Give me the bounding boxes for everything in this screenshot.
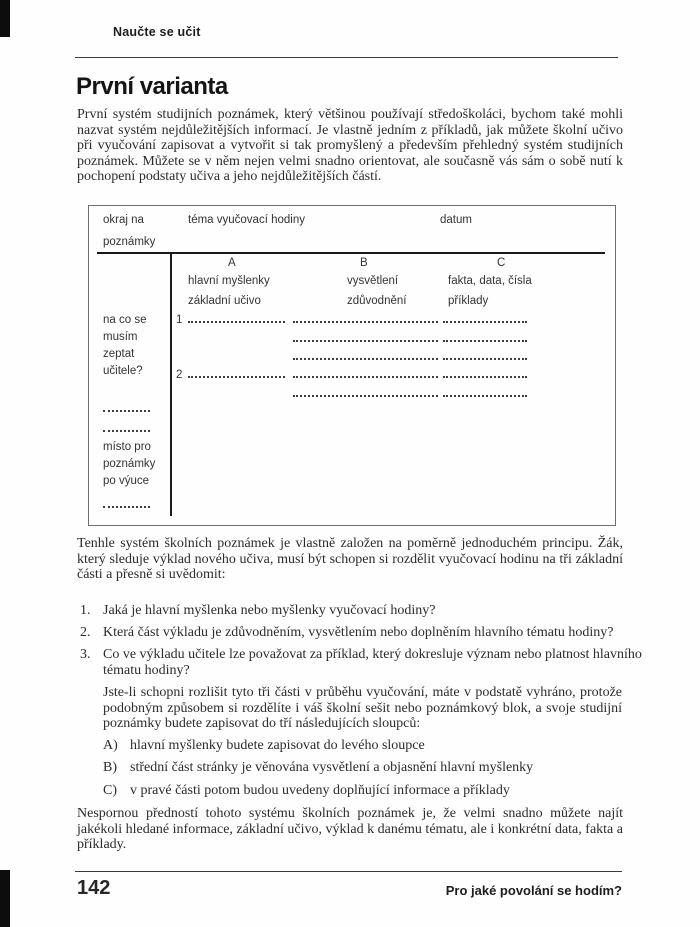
column-rule-text: hlavní myšlenky budete zapisovat do levého sloupce — [130, 738, 425, 753]
column-a-subtitle: základní učivo — [188, 295, 261, 307]
scan-edge-bar-bottom — [0, 870, 10, 927]
column-rule-letter: A) — [103, 738, 118, 753]
column-rule-item — [103, 783, 630, 799]
margin-note: poznámky — [103, 458, 156, 470]
column-b-letter: B — [360, 257, 368, 269]
margin-column-label-line2: poznámky — [103, 236, 156, 248]
dotted-fill-line — [188, 366, 285, 378]
column-rule-text: střední část stránky je věnována vysvětlení a objasnění hlavní myšlenky — [130, 760, 534, 775]
column-rule-letter: B) — [103, 760, 117, 775]
margin-note: na co se — [103, 314, 147, 326]
question-text: Která část výkladu je zdůvodněním, vysvětlením nebo doplněním hlavního tématu hodiny? — [103, 625, 614, 640]
column-rule-item — [103, 760, 630, 776]
margin-note: místo pro — [103, 441, 151, 453]
three-parts-paragraph: Jste-li schopni rozlišit tyto tři části v průběhu vyučování, máte v podstatě vyhráno, protože podobným způsobem si rozdělíte i váš školní sešit nebo poznámkový blok, a svoje studijní poznámky budete zapisovat do tří následujících sloupců: — [103, 685, 622, 732]
dotted-fill-line — [443, 311, 527, 323]
scan-edge-bar-top — [0, 0, 10, 37]
column-rule-letter: C) — [103, 783, 117, 798]
page-number: 142 — [77, 877, 111, 899]
dotted-fill-line — [443, 348, 527, 360]
column-b-title: vysvětlení — [347, 275, 399, 287]
dotted-fill-line — [443, 366, 527, 378]
footer-divider — [75, 871, 622, 872]
column-c-title: fakta, data, čísla — [448, 275, 532, 287]
margin-note: učitele? — [103, 365, 143, 377]
footer-section-title: Pro jaké povolání se hodím? — [445, 883, 622, 898]
margin-note: po výuce — [103, 475, 150, 487]
question-number: 1. — [80, 603, 91, 618]
notes-worksheet-box — [88, 205, 616, 526]
margin-column-label-line1: okraj na — [103, 214, 144, 226]
column-b-subtitle: zdůvodnění — [347, 295, 407, 307]
column-rule-item — [103, 738, 630, 754]
dotted-fill-line — [188, 311, 285, 323]
dotted-fill-line — [293, 311, 438, 323]
question-number: 2. — [80, 625, 91, 640]
running-header: Naučte se učit — [113, 25, 201, 39]
dotted-fill-line — [443, 385, 527, 397]
advantage-paragraph: Nespornou předností tohoto systému školních poznámek je, že velmi snadno můžete najít jakékoli hledané informace, základní učivo, výklad k danému tématu, ale i konkrétní data, fakta a příklady. — [77, 806, 623, 853]
header-divider — [75, 57, 618, 58]
date-label: datum — [440, 214, 472, 226]
row-2-number: 2 — [176, 369, 183, 381]
dotted-fill-line — [103, 400, 150, 412]
topic-label: téma vyučovací hodiny — [188, 214, 305, 226]
margin-note: zeptat — [103, 348, 135, 360]
principle-paragraph: Tenhle systém školních poznámek je vlastně založen na poměrně jednoduchém principu. Žák, který sleduje výklad nového učiva, musí být schopen si rozdělit vyučovací hodinu na tři základní části a přesně si uvědomit: — [77, 536, 623, 583]
dotted-fill-line — [293, 330, 438, 342]
dotted-fill-line — [293, 385, 438, 397]
dotted-fill-line — [103, 420, 150, 432]
question-item — [80, 625, 645, 641]
dotted-fill-line — [293, 348, 438, 360]
column-c-subtitle: příklady — [448, 295, 489, 307]
worksheet-header-rule — [97, 252, 605, 254]
dotted-fill-line — [293, 366, 438, 378]
dotted-fill-line — [443, 330, 527, 342]
question-item — [80, 603, 645, 619]
column-rule-text: v pravé části potom budou uvedeny doplňující informace a příklady — [130, 783, 510, 798]
intro-paragraph: První systém studijních poznámek, který většinou používají středoškoláci, bychom také mohli nazvat systém nejdůležitějších informací. Je vlastně jedním z příkladů, jak můžete školní učivo při vyučování zapisovat a vytvořit si tak promyšlený a především přehledný systém studijních poznámek. Můžete se v něm nejen velmi snadno orientovat, ale současně vás sám o sobě nutí k pochopení podstaty učiva a jeho nejdůležitějších částí. — [77, 107, 623, 185]
dotted-fill-line — [103, 496, 150, 508]
question-item — [80, 647, 645, 678]
worksheet-margin-divider — [170, 252, 172, 516]
margin-note: musím — [103, 331, 138, 343]
column-a-title: hlavní myšlenky — [188, 275, 270, 287]
question-number: 3. — [80, 647, 91, 662]
column-a-letter: A — [228, 257, 236, 269]
question-text: Co ve výkladu učitele lze považovat za příklad, který dokresluje význam nebo platnost hlavního tématu hodiny? — [103, 647, 642, 678]
question-text: Jaká je hlavní myšlenka nebo myšlenky vyučovací hodiny? — [103, 603, 436, 618]
row-1-number: 1 — [176, 314, 183, 326]
column-c-letter: C — [497, 257, 506, 269]
page-title: První varianta — [76, 73, 228, 100]
